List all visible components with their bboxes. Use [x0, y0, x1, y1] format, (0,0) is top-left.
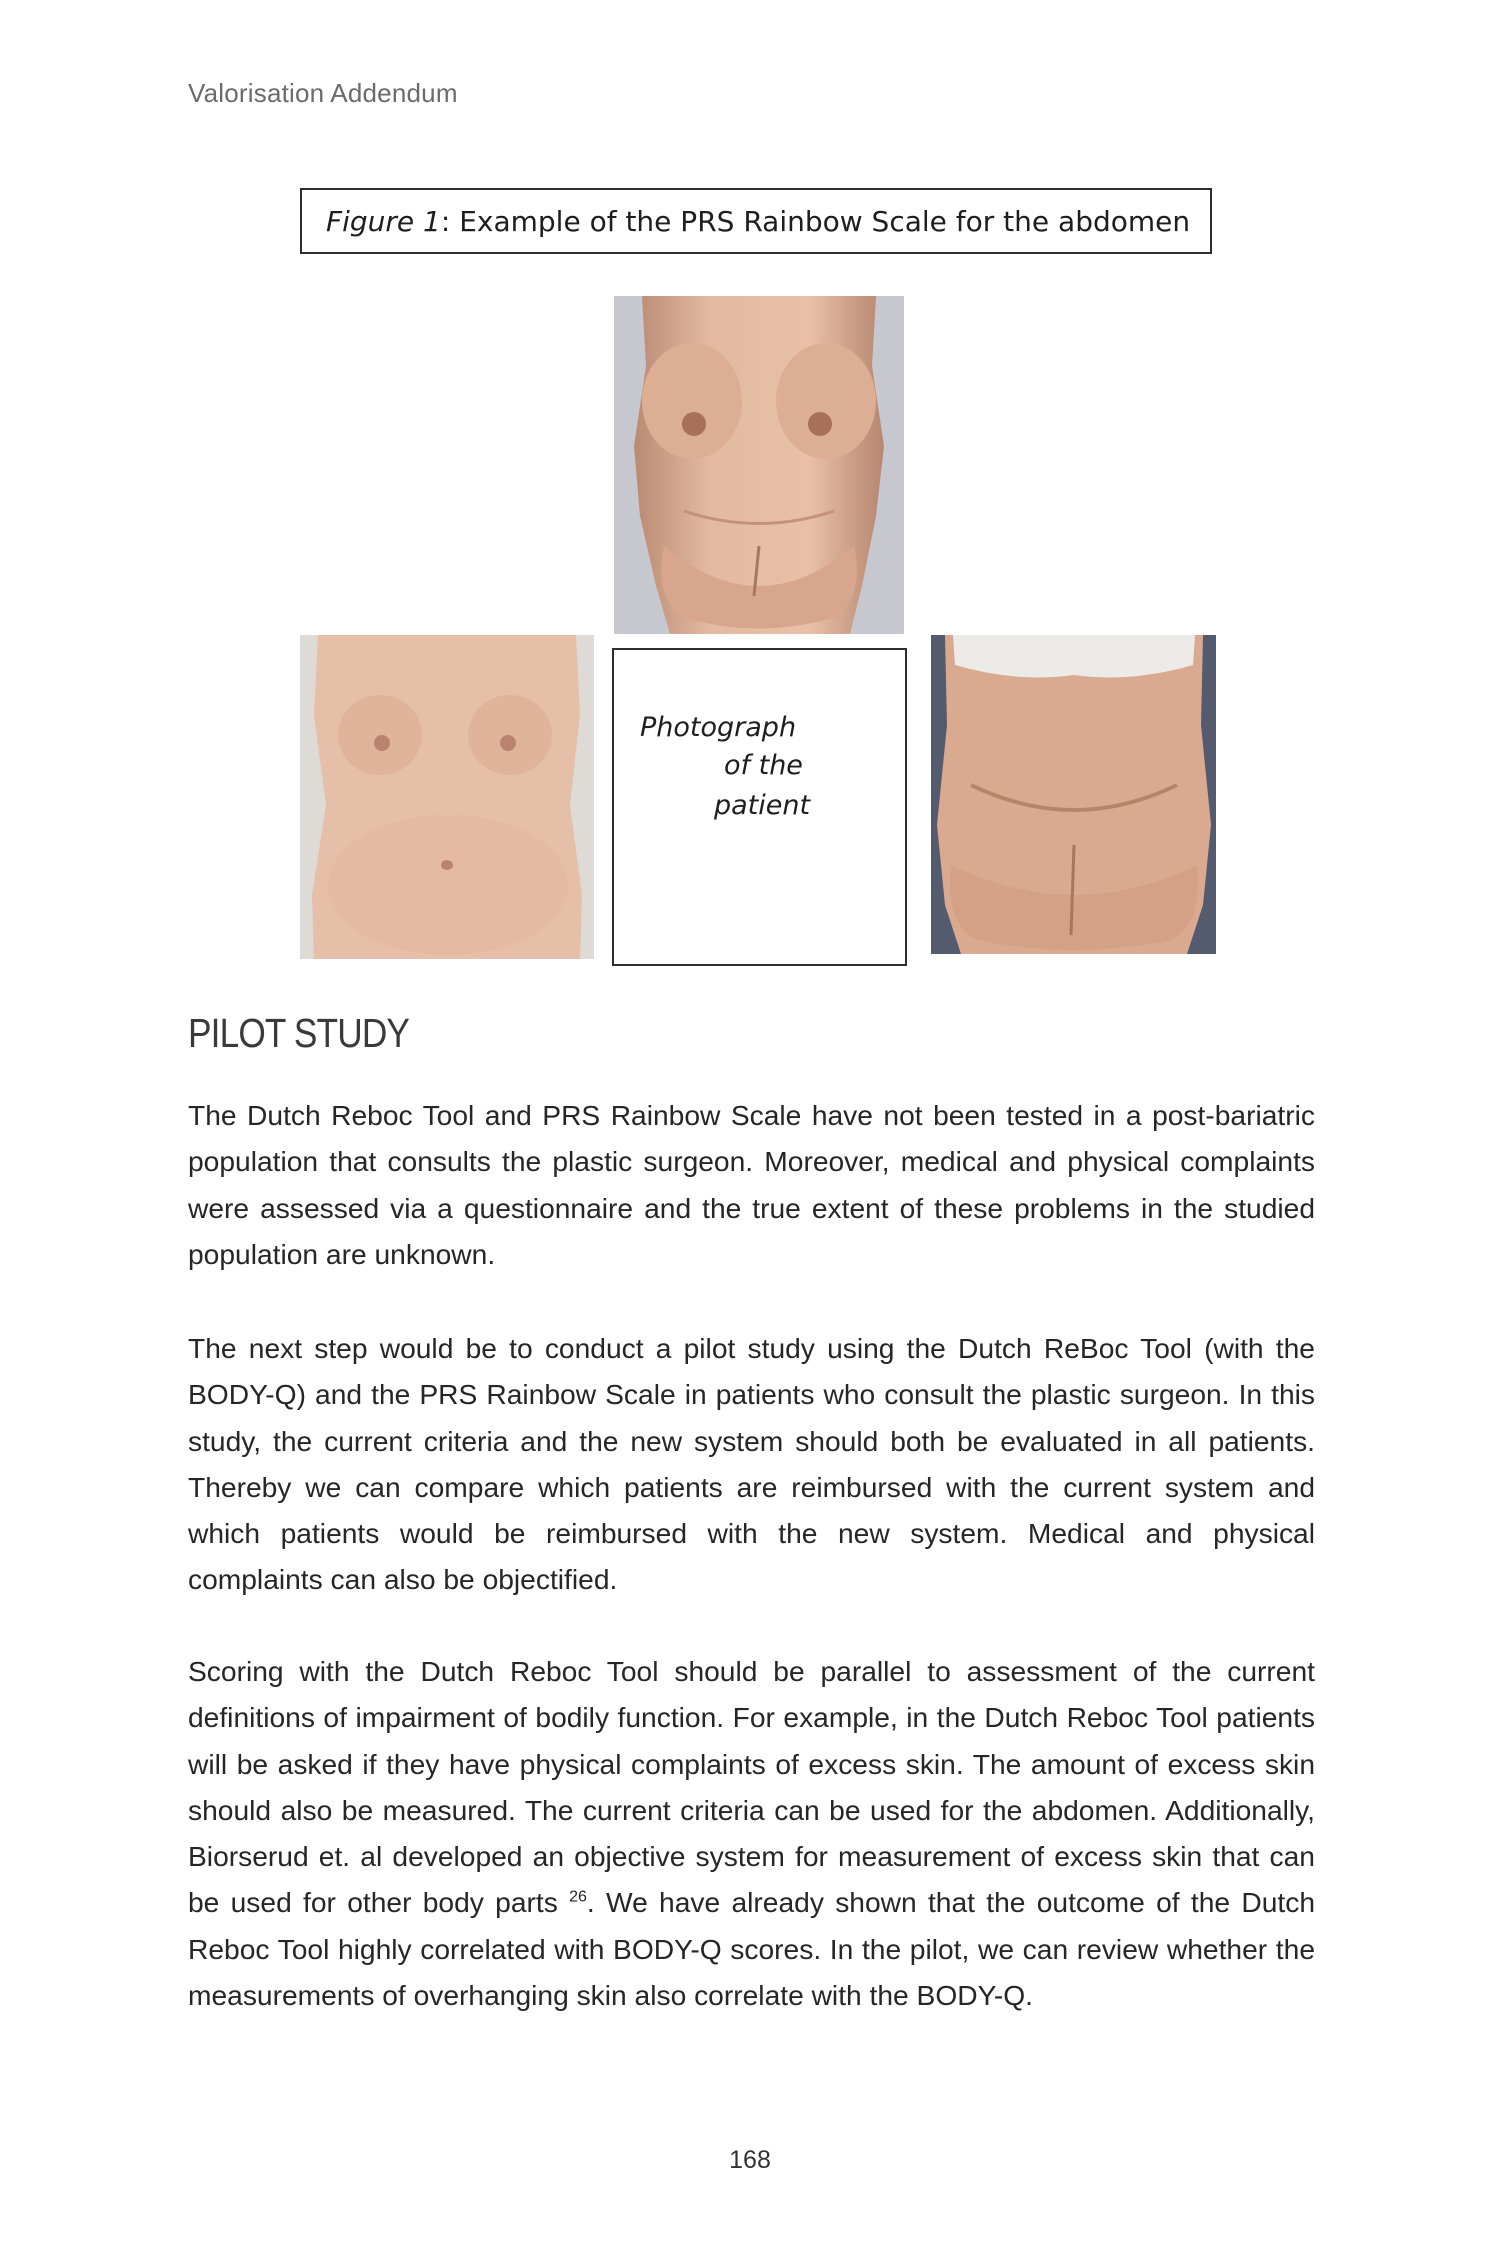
- paragraph-text: The Dutch Reboc Tool and PRS Rainbow Scale have not been tested in a post-bariatric population that consults the plastic surgeon. Moreover, medical and physical complaints were assessed via a questionnaire and the true extent of these problems in the studied population are unknown.: [188, 1099, 1315, 1270]
- abdomen-photo-right: [931, 635, 1216, 954]
- paragraph-text: The next step would be to conduct a pilot study using the Dutch ReBoc Tool (with the BODY-Q) and the PRS Rainbow Scale in patients who consult the plastic surgeon. In this study, the current criteria and the new system should both be evaluated in all patients. Thereby we can compare which patients are reimbursed with the current system and which patients would be reimbursed with the new system. Medical and physical complaints can also be objectified.: [188, 1332, 1315, 1596]
- paragraph-2: [188, 1325, 1315, 1603]
- figure-caption: [300, 188, 1212, 254]
- patient-photo-placeholder: [612, 648, 907, 966]
- figure-caption-text: : Example of the PRS Rainbow Scale for the abdomen: [440, 204, 1191, 238]
- section-heading: PILOT STUDY: [188, 1010, 410, 1056]
- placeholder-line-3: patient: [714, 790, 811, 821]
- citation-reference: 26: [569, 1889, 587, 1907]
- abdomen-photo-left: [300, 635, 594, 959]
- abdomen-photo-top: [614, 296, 904, 634]
- paragraph-1: [188, 1092, 1315, 1277]
- figure-label: Figure 1: [326, 204, 441, 238]
- paragraph-text-part: . We have already shown that the outcome of the Dutch Reboc Tool highly correlated with BODY-Q scores. In the pilot, we can review whether the measurements of overhanging skin also correlate with the BODY-Q.: [188, 1886, 1315, 2012]
- placeholder-line-1: Photograph: [640, 712, 797, 743]
- paragraph-text-part: Scoring with the Dutch Reboc Tool should be parallel to assessment of the current definitions of impairment of bodily function. For example, in the Dutch Reboc Tool patients will be asked if they have physical complaints of excess skin. The amount of excess skin should also be measured. The current criteria can be used for the abdomen. Additionally, Biorserud et. al developed an objective system for measurement of excess skin that can be used for other body parts: [188, 1655, 1315, 1919]
- page-number: 168: [729, 2146, 771, 2174]
- placeholder-line-2: of the: [724, 750, 803, 781]
- paragraph-3: [188, 1648, 1315, 2018]
- running-header: Valorisation Addendum: [188, 78, 458, 108]
- paragraph-text: [188, 1648, 1315, 2018]
